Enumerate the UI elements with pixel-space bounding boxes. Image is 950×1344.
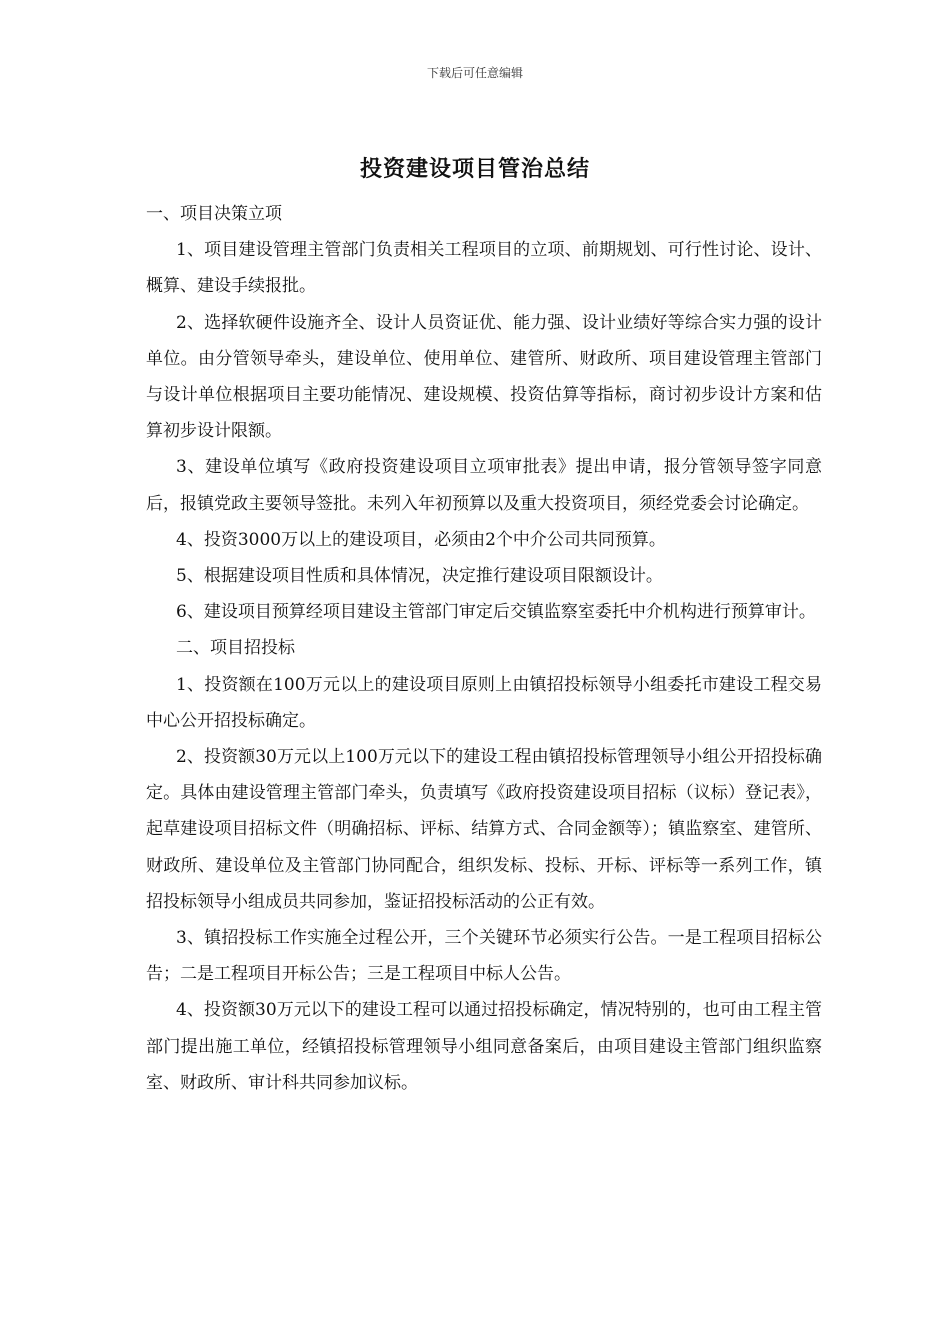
paragraph: 2、选择软硬件设施齐全、设计人员资证优、能力强、设计业绩好等综合实力强的设计单位。由分管领导牵头，建设单位、使用单位、建管所、财政所、项目建设管理主管部门与设计单位根据项目主要功能情况、建设规模、投资估算等指标，商讨初步设计方案和估算初步设计限额。	[146, 312, 822, 442]
paragraph: 3、镇招投标工作实施全过程公开，三个关键环节必须实行公告。一是工程项目招标公告；二是工程项目开标公告；三是工程项目中标人公告。	[146, 928, 822, 985]
document-title: 投资建设项目管治总结	[359, 156, 590, 182]
document-body	[146, 196, 822, 1101]
paragraph: 1、项目建设管理主管部门负责相关工程项目的立项、前期规划、可行性讨论、设计、概算、建设手续报批。	[146, 240, 822, 297]
paragraph: 4、投资3000万以上的建设项目，必须由2个中介公司共同预算。	[176, 529, 666, 550]
paragraph: 4、投资额30万元以下的建设工程可以通过招投标确定，情况特别的，也可由工程主管部门提出施工单位，经镇招投标管理领导小组同意备案后，由项目建设主管部门组织监察室、财政所、审计科共同参加议标。	[146, 1000, 822, 1093]
paragraph: 2、投资额30万元以上100万元以下的建设工程由镇招投标管理领导小组公开招投标确定。具体由建设管理主管部门牵头，负责填写《政府投资建设项目招标（议标）登记表》，起草建设项目招标文件（明确招标、评标、结算方式、合同金额等）；镇监察室、建管所、财政所、建设单位及主管部门协同配合，组织发标、投标、开标、评标等一系列工作，镇招投标领导小组成员共同参加，鉴证招投标活动的公正有效。	[146, 747, 822, 912]
paragraph: 1、投资额在100万元以上的建设项目原则上由镇招投标领导小组委托市建设工程交易中心公开招投标确定。	[146, 674, 822, 731]
section-heading: 一、项目决策立项	[146, 204, 282, 224]
paragraph: 5、根据建设项目性质和具体情况，决定推行建设项目限额设计。	[176, 566, 663, 587]
paragraph: 3、建设单位填写《政府投资建设项目立项审批表》提出申请，报分管领导签字同意后，报镇党政主要领导签批。未列入年初预算以及重大投资项目，须经党委会讨论确定。	[146, 457, 822, 514]
paragraph: 6、建设项目预算经项目建设主管部门审定后交镇监察室委托中介机构进行预算审计。	[176, 602, 816, 623]
header-note: 下载后可任意编辑	[426, 66, 523, 80]
section-heading: 二、项目招投标	[176, 638, 295, 659]
